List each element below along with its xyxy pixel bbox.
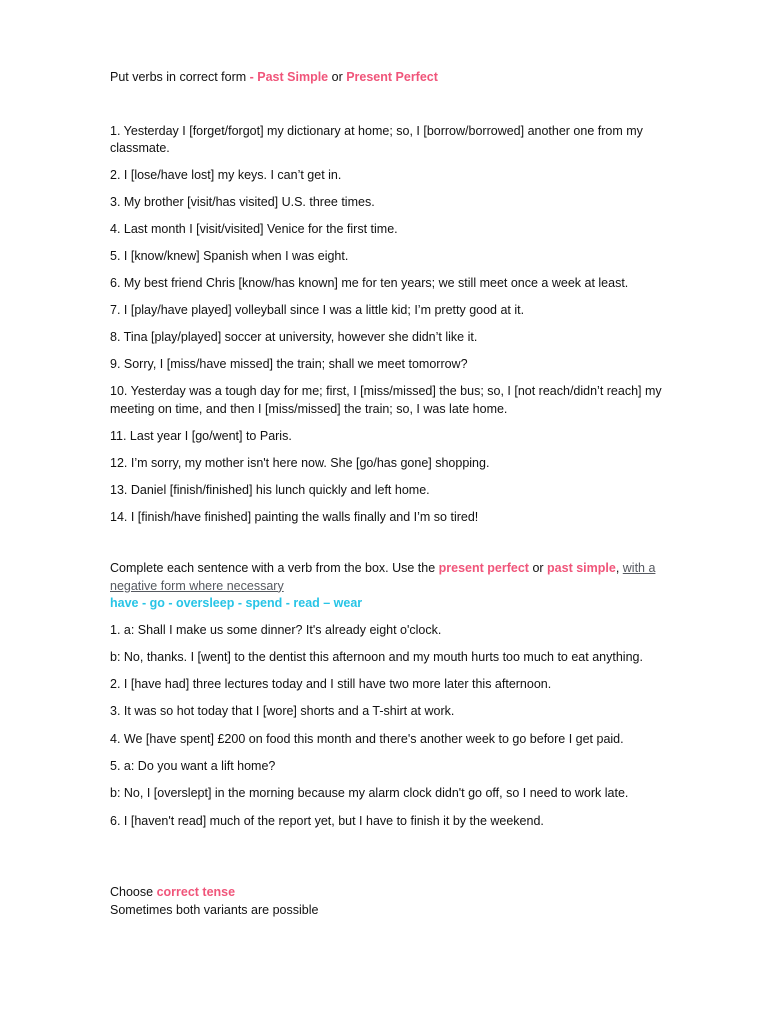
verb-box: have - go - oversleep - spend - read – wear	[110, 596, 363, 610]
list-item: b: No, thanks. I [went] to the dentist this afternoon and my mouth hurts too much to eat anything.	[110, 649, 643, 664]
list-item: 2. I [have had] three lectures today and I still have two more later this afternoon.	[110, 677, 552, 692]
exercise-2-instructions-prefix: Complete each sentence with a verb from the box. Use the	[110, 561, 439, 575]
list-item: 1. a: Shall I make us some dinner? It's already eight o'clock.	[110, 622, 442, 637]
list-item: 1. Yesterday I [forget/forgot] my dictionary at home; so, I [borrow/borrowed] another one from my classmate.	[110, 123, 643, 155]
list-item: 14. I [finish/have finished] painting the walls finally and I’m so tired!	[110, 509, 479, 524]
worksheet-page	[110, 69, 690, 919]
list-item: 2. I [lose/have lost] my keys. I can’t get in.	[110, 168, 342, 182]
exercise-1-title	[110, 69, 690, 87]
list-item: 13. Daniel [finish/finished] his lunch quickly and left home.	[110, 482, 430, 497]
exercise-3-correct-tense-label: correct tense	[156, 885, 236, 900]
exercise-2-instructions-comma: ,	[615, 561, 623, 575]
exercise-1-title-or: or	[328, 70, 347, 84]
list-item: 5. a: Do you want a lift home?	[110, 758, 276, 773]
negative-form-link[interactable]: with a negative form where necessary	[110, 561, 656, 593]
list-item: 7. I [play/have played] volleyball since I was a little kid; I’m pretty good at it.	[110, 303, 525, 317]
list-item: b: No, I [overslept] in the morning because my alarm clock didn't go off, so I need to work late.	[110, 786, 629, 801]
list-item: 9. Sorry, I [miss/have missed] the train; shall we meet tomorrow?	[110, 357, 468, 371]
exercise-past-simple-present-perfect	[110, 69, 690, 526]
list-item: 12. I’m sorry, my mother isn't here now. She [go/has gone] shopping.	[110, 455, 490, 470]
list-item: 8. Tina [play/played] soccer at university, however she didn’t like it.	[110, 330, 478, 344]
exercise-3-title	[110, 884, 690, 902]
exercise-3-subtitle: Sometimes both variants are possible	[110, 902, 319, 917]
exercise-choose-tense	[110, 884, 690, 919]
exercise-1-title-prefix: Put verbs in correct form	[110, 70, 247, 84]
list-item: 6. My best friend Chris [know/has known] me for ten years; we still meet once a week at least.	[110, 276, 629, 290]
exercise-2-past-simple-label: past simple	[547, 561, 616, 575]
exercise-3-title-prefix: Choose	[110, 885, 157, 900]
list-item: 6. I [haven't read] much of the report yet, but I have to finish it by the weekend.	[110, 813, 544, 828]
exercise-2-instructions-or: or	[528, 561, 548, 575]
exercise-1-past-simple-label: Past Simple	[257, 70, 329, 84]
exercise-1-present-perfect-label: Present Perfect	[346, 70, 438, 84]
list-item: 11. Last year I [go/went] to Paris.	[110, 428, 292, 443]
list-item: 3. It was so hot today that I [wore] shorts and a T-shirt at work.	[110, 704, 455, 719]
list-item: 4. We [have spent] £200 on food this month and there's another week to go before I get paid.	[110, 731, 624, 746]
exercise-2-present-perfect-label: present perfect	[438, 561, 529, 575]
exercise-2-list	[110, 622, 690, 831]
exercise-1-list	[110, 123, 690, 527]
exercise-2-instructions	[110, 560, 690, 595]
exercise-complete-sentences	[110, 560, 690, 830]
list-item: 5. I [know/knew] Spanish when I was eight.	[110, 249, 349, 263]
list-item: 4. Last month I [visit/visited] Venice for the first time.	[110, 222, 398, 236]
list-item: 10. Yesterday was a tough day for me; first, I [miss/missed] the bus; so, I [not reach/didn’t reach] my meeting on time, and then I [miss/missed] the train; so, I was late home.	[110, 384, 662, 416]
exercise-1-title-dash: -	[246, 70, 258, 84]
list-item: 3. My brother [visit/has visited] U.S. three times.	[110, 195, 375, 209]
